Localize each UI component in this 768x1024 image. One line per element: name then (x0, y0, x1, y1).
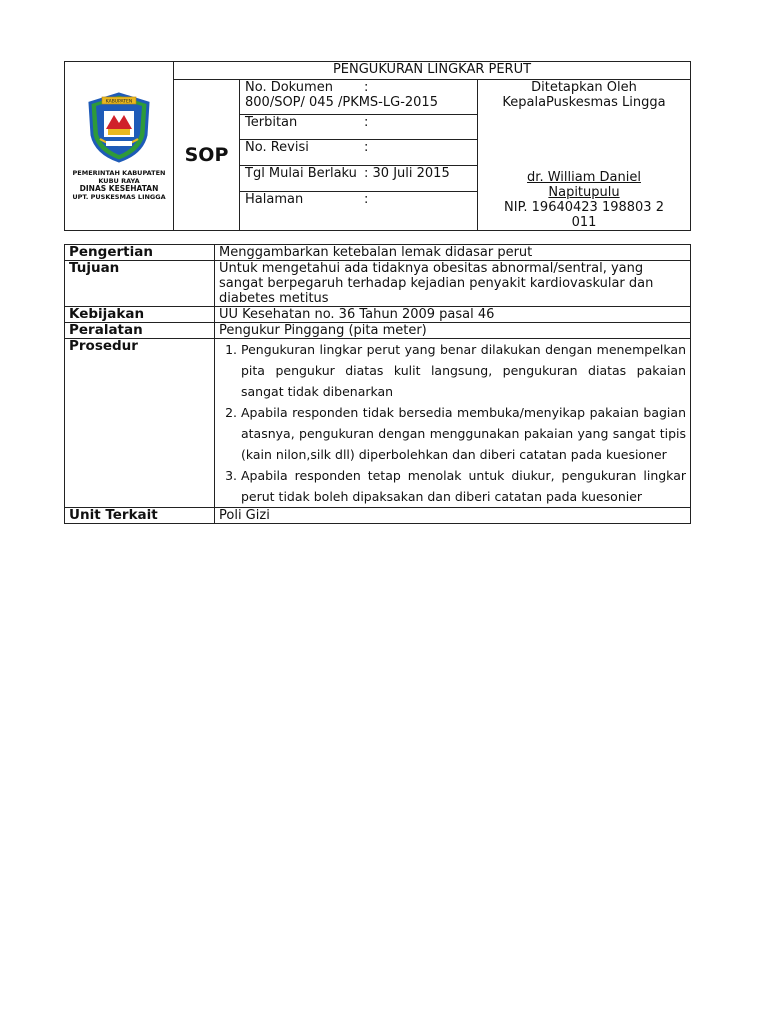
no-revisi-colon: : (364, 140, 369, 156)
no-revisi-label: No. Revisi (245, 140, 309, 156)
halaman-label: Halaman (245, 191, 304, 207)
org-line-2: KUBU RAYA (98, 177, 140, 185)
org-line-3: DINAS KESEHATAN (79, 184, 159, 193)
kebijakan-value: UU Kesehatan no. 36 Tahun 2009 pasal 46 (215, 307, 691, 323)
terbitan-label: Terbitan (245, 114, 298, 130)
no-dokumen-colon: : (364, 80, 369, 95)
logo-cell (65, 62, 174, 231)
kubu-raya-logo (84, 91, 154, 163)
tujuan-value: Untuk mengetahui ada tidaknya obesitas abnormal/sentral, yang sangat berpegaruh terhadap kejadian penyakit kardiovaskular dan diabetes metitus (215, 261, 691, 307)
prosedur-step-1: 1. Pengukuran lingkar perut yang benar dilakukan dengan menempelkan pita pengukur diatas kulit langsung, pengukuran diatas pakaian sangat tidak dibenarkan (241, 339, 686, 402)
prosedur-step-3: 3. Apabila responden tetap menolak untuk diukur, pengukuran lingkar perut tidak boleh dipaksakan dan diberi catatan pada kuesonier (241, 465, 686, 507)
terbitan-field (240, 114, 478, 140)
logo-banner-text: KABUPATEN (105, 99, 133, 105)
sop-header-table (64, 61, 691, 231)
halaman-field (240, 191, 478, 230)
pengertian-value: Menggambarkan ketebalan lemak didasar perut (215, 245, 691, 261)
prosedur-steps-cell (215, 339, 691, 508)
org-line-4: UPT. PUSKESMAS LINGGA (72, 193, 166, 201)
approver-name-1: dr. William Daniel (527, 170, 641, 185)
unit-terkait-label: Unit Terkait (65, 508, 215, 524)
row-kebijakan (65, 307, 691, 323)
unit-terkait-value: Poli Gizi (215, 508, 691, 524)
org-line-1: PEMERINTAH KABUPATEN (72, 169, 166, 177)
prosedur-label: Prosedur (65, 339, 215, 508)
approver-cell (478, 80, 691, 231)
row-pengertian (65, 245, 691, 261)
terbitan-colon: : (364, 114, 369, 130)
no-dokumen-label: No. Dokumen (245, 80, 333, 95)
halaman-colon: : (364, 191, 369, 207)
prosedur-steps (219, 339, 686, 507)
approver-name-2: Napitupulu (548, 185, 620, 200)
peralatan-label: Peralatan (65, 323, 215, 339)
row-tujuan (65, 261, 691, 307)
approver-nip-2: 011 (571, 215, 597, 230)
pengertian-label: Pengertian (65, 245, 215, 261)
no-dokumen-value: 800/SOP/ 045 /PKMS-LG-2015 (245, 95, 438, 110)
document-title: PENGUKURAN LINGKAR PERUT (174, 62, 691, 80)
tgl-mulai-label: Tgl Mulai Berlaku (245, 166, 357, 182)
peralatan-value: Pengukur Pinggang (pita meter) (215, 323, 691, 339)
no-revisi-field (240, 140, 478, 166)
tgl-mulai-value: 30 Juli 2015 (372, 166, 450, 182)
approver-line-2: KepalaPuskesmas Lingga (502, 95, 666, 110)
prosedur-step-2: 2. Apabila responden tidak bersedia membuka/menyikap pakaian bagian atasnya, pengukuran dengan menggunakan pakaian yang sangat tipis (kain nilon,silk dll) diperbolehkan dan diberi catatan pada kuesioner (241, 402, 686, 465)
approver-nip-1: NIP. 19640423 198803 2 (504, 200, 664, 215)
tgl-mulai-colon: : (364, 166, 369, 182)
row-peralatan (65, 323, 691, 339)
sop-body-table (64, 244, 691, 524)
sop-label: SOP (174, 80, 240, 231)
tujuan-label: Tujuan (65, 261, 215, 307)
row-unit-terkait (65, 508, 691, 524)
row-prosedur (65, 339, 691, 508)
no-dokumen-field (240, 80, 478, 115)
approver-line-1: Ditetapkan Oleh (531, 80, 637, 95)
tgl-mulai-field (240, 166, 478, 192)
kebijakan-label: Kebijakan (65, 307, 215, 323)
